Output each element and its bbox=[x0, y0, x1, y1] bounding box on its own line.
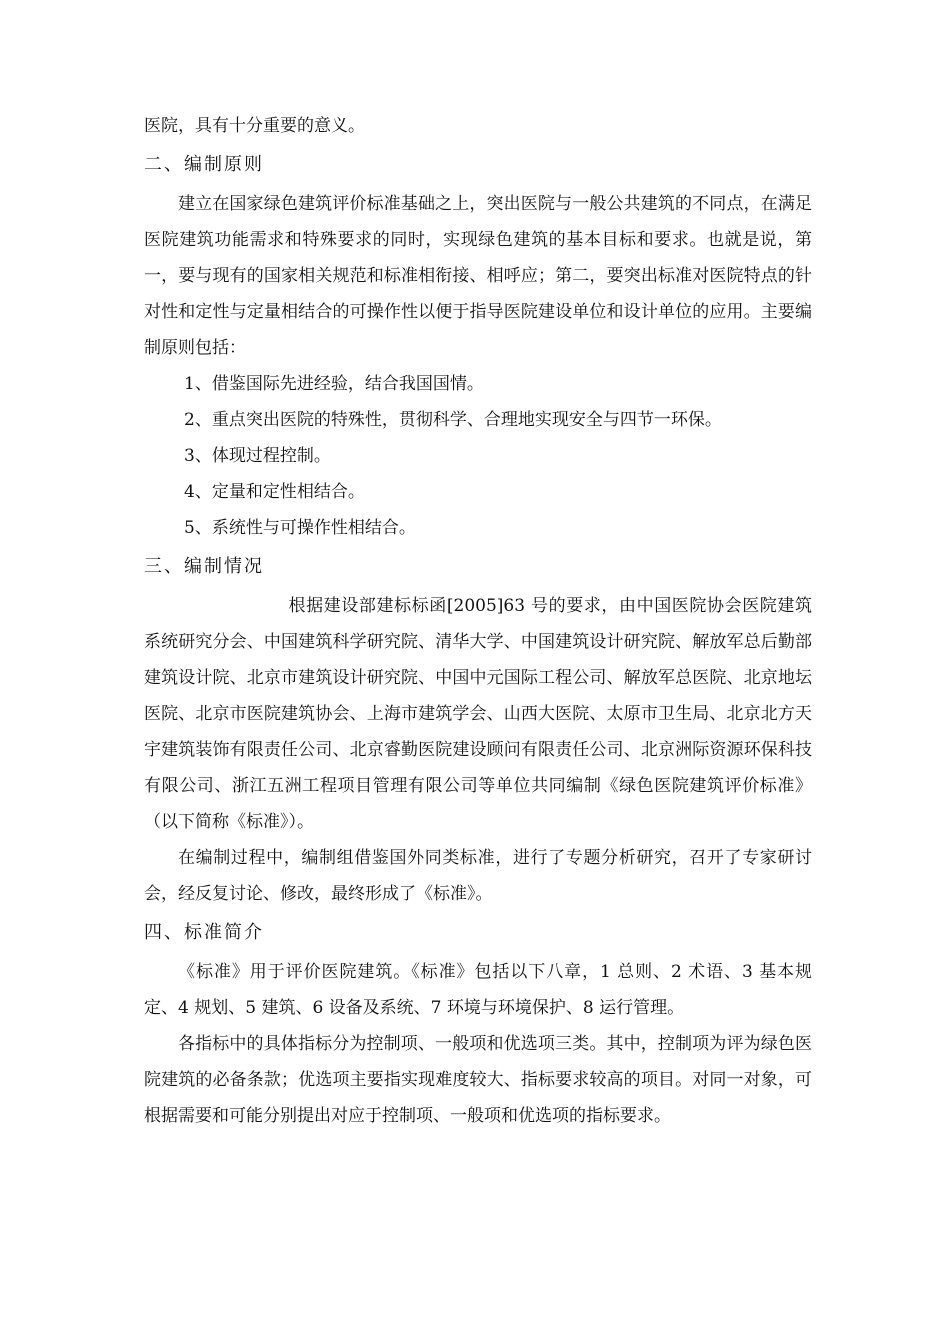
principle-item-5: 5、系统性与可操作性相结合。 bbox=[184, 518, 416, 538]
overview-paragraph-1: 《标准》用于评价医院建筑。《标准》包括以下八章，1 总则、2 术语、3 基本规定、4 规划、5 建筑、6 设备及系统、7 环境与环境保护、8 运行管理。 bbox=[144, 962, 812, 1018]
situation-paragraph-2: 在编制过程中，编制组借鉴国外同类标准，进行了专题分析研究，召开了专家研讨会，经反复讨论、修改，最终形成了《标准》。 bbox=[144, 848, 812, 904]
overview-paragraph-2: 各指标中的具体指标分为控制项、一般项和优选项三类。其中，控制项为评为绿色医院建筑的必备条款；优选项主要指实现难度较大、指标要求较高的项目。对同一对象，可根据需要和可能分别提出对应于控制项、一般项和优选项的指标要求。 bbox=[144, 1034, 812, 1126]
principle-item-1: 1、借鉴国际先进经验，结合我国国情。 bbox=[184, 374, 484, 394]
principle-item-3: 3、体现过程控制。 bbox=[184, 446, 331, 466]
intro-tail-text: 医院，具有十分重要的意义。 bbox=[144, 116, 365, 136]
document-page bbox=[144, 108, 812, 1134]
principle-item-4: 4、定量和定性相结合。 bbox=[184, 482, 365, 502]
section-heading-overview: 四、标准简介 bbox=[144, 922, 264, 943]
principle-item-2: 2、重点突出医院的特殊性，贯彻科学、合理地实现安全与四节一环保。 bbox=[184, 410, 722, 430]
section-heading-situation: 三、编制情况 bbox=[144, 556, 264, 577]
situation-paragraph-1: 根据建设部建标标函[2005]63 号的要求，由中国医院协会医院建筑系统研究分会、中国建筑科学研究院、清华大学、中国建筑设计研究院、解放军总后勤部建筑设计院、北京市建筑设计研究院、中国中元国际工程公司、解放军总医院、北京地坛医院、北京市医院建筑协会、上海市建筑学会、山西大医院、太原市卫生局、北京北方天宇建筑装饰有限责任公司、北京睿勤医院建设顾问有限责任公司、北京洲际资源环保科技有限公司、浙江五洲工程项目管理有限公司等单位共同编制《绿色医院建筑评价标准》（以下简称《标准》）。 bbox=[144, 596, 812, 832]
section-heading-principles: 二、编制原则 bbox=[144, 154, 264, 175]
principles-paragraph: 建立在国家绿色建筑评价标准基础之上，突出医院与一般公共建筑的不同点，在满足医院建筑功能需求和特殊要求的同时，实现绿色建筑的基本目标和要求。也就是说，第一，要与现有的国家相关规范和标准相衔接、相呼应；第二，要突出标准对医院特点的针对性和定性与定量相结合的可操作性以便于指导医院建设单位和设计单位的应用。主要编制原则包括： bbox=[144, 194, 812, 358]
